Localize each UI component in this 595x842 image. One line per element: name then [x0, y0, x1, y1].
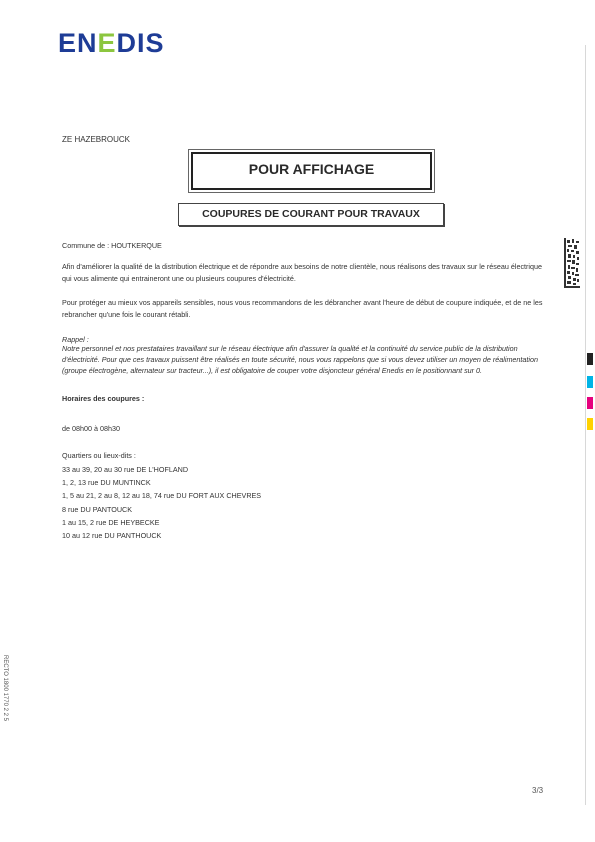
margin-code: RECTO 1800 1770 2 2 5	[2, 655, 8, 721]
print-mark-yellow	[587, 418, 593, 430]
title-box	[191, 152, 432, 190]
schedule-heading: Horaires des coupures :	[62, 394, 145, 403]
print-mark-magenta	[587, 397, 593, 409]
print-mark-cyan	[587, 376, 593, 388]
page-number: 3/3	[532, 786, 544, 795]
zone-label: ZE HAZEBROUCK	[62, 135, 131, 144]
list-item: 33 au 39, 20 au 30 rue DE L'HOFLAND	[62, 465, 189, 474]
enedis-logo: ENEDIS	[58, 28, 165, 58]
list-item: 1, 5 au 21, 2 au 8, 12 au 18, 74 rue DU FORT AUX CHEVRES	[62, 491, 262, 501]
subtitle-text: COUPURES DE COURANT POUR TRAVAUX	[202, 208, 420, 220]
quartiers-list	[62, 463, 261, 542]
list-item: 1, 2, 13 rue DU MUNTINCK	[62, 478, 151, 488]
scan-edge-line	[585, 45, 586, 805]
list-item: 1 au 15, 2 rue DE HEYBECKE	[62, 517, 160, 527]
quartiers-heading: Quartiers ou lieux-dits :	[62, 451, 136, 460]
title-text: POUR AFFICHAGE	[248, 161, 375, 177]
list-item: 10 au 12 rue DU PANTHOUCK	[62, 531, 162, 541]
schedule-time: de 08h00 à 08h30	[62, 424, 120, 433]
list-item: 8 rue DU PANTOUCK	[62, 504, 133, 514]
reminder-label: Rappel :	[62, 335, 89, 344]
reminder-text: Notre personnel et nos prestataires travaillant sur le réseau électrique afin d'assurer la qualité et la continuité du service public de la distribution d'électricité. Pour que ces travaux puissent être réalisés en toute sécurité, nous vous rappelons que si vous devez utiliser un moyen de réalimentation (groupe électrogène, alternateur sur tracteur...), il est obligatoire de couper votre disjoncteur général Enedis en le positionnant sur 0.	[62, 344, 539, 375]
datamatrix-code-icon	[564, 238, 580, 288]
subtitle-box	[178, 203, 444, 226]
intro-paragraph: Afin d'améliorer la qualité de la distribution électrique et de répondre aux besoins de notre clientèle, nous réalisons des travaux sur le réseau électrique qui vous alimente qui entraineront une ou plusieurs coupures d'électricité.	[62, 262, 543, 283]
commune-line: Commune de : HOUTKERQUE	[62, 241, 162, 250]
print-mark-black	[587, 353, 593, 365]
advice-paragraph: Pour protéger au mieux vos appareils sensibles, nous vous recommandons de les débrancher avant l'heure de début de coupure indiquée, et de ne les rebrancher qu'une fois le courant rétabli.	[62, 298, 543, 319]
